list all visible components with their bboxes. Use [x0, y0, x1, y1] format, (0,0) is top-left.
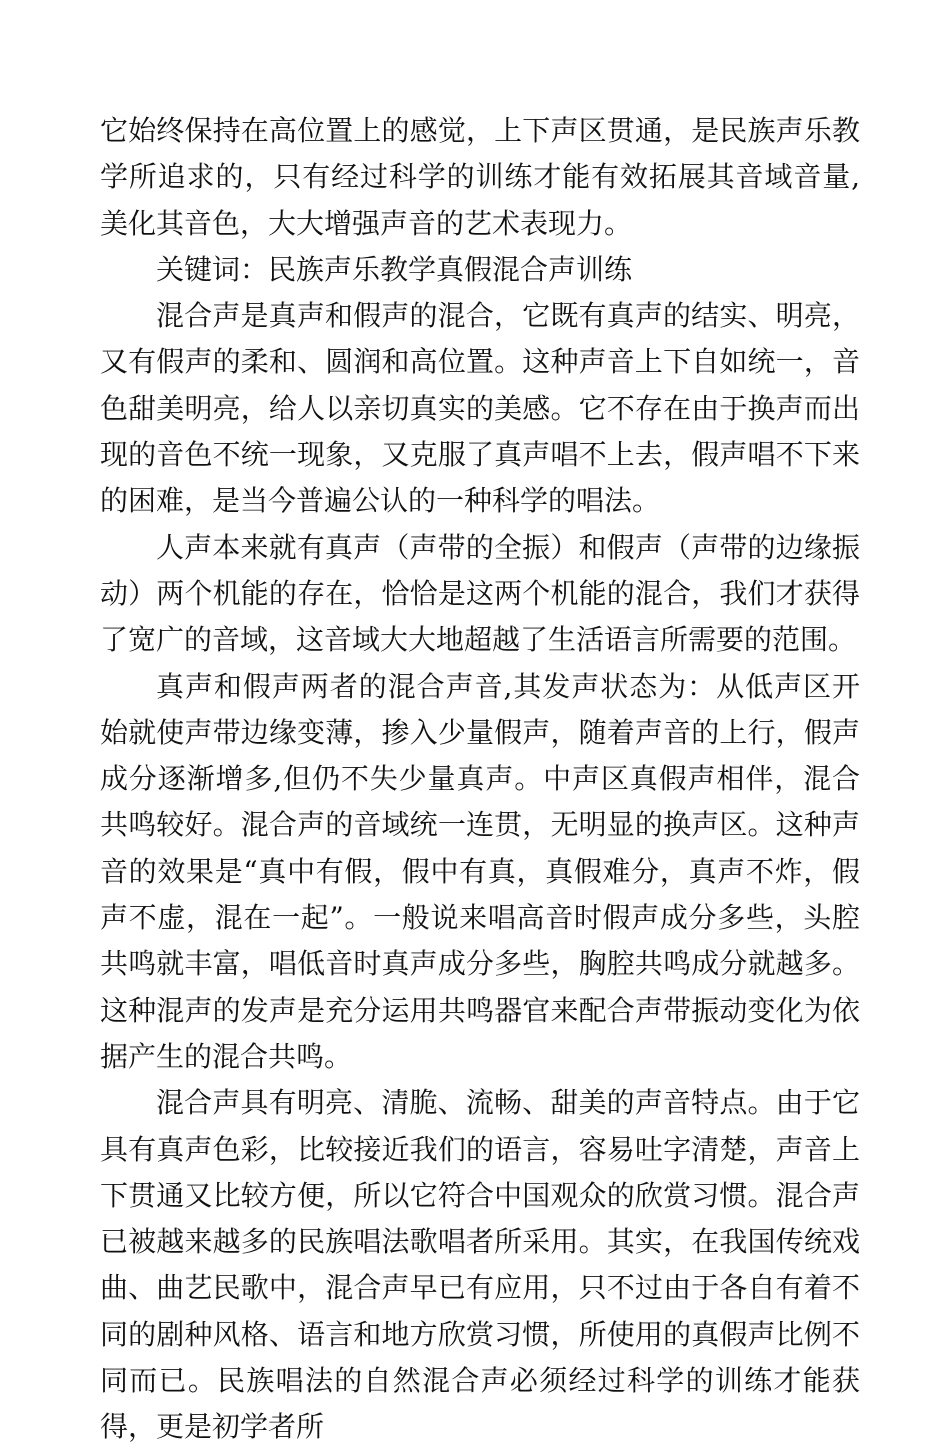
paragraph-mixed-voice-definition: 混合声是真声和假声的混合，它既有真声的结实、明亮，又有假声的柔和、圆润和高位置。这种声音上下自如统一，音色甜美明亮，给人以亲切真实的美感。它不存在由于换声而出现的音色不统一现象，又克服了真声唱不上去，假声唱不下来的困难，是当今普遍公认的一种科学的唱法。	[100, 299, 860, 518]
paragraph-intro-continuation: 它始终保持在高位置上的感觉，上下声区贯通，是民族声乐教学所追求的，只有经过科学的训练才能有效拓展其音域音量,美化其音色，大大增强声音的艺术表现力。	[100, 114, 860, 240]
paragraph-voice-mechanisms: 人声本来就有真声（声带的全振）和假声（声带的边缘振动）两个机能的存在，恰恰是这两个机能的混合，我们才获得了宽广的音域，这音域大大地超越了生活语言所需要的范围。	[100, 530, 860, 657]
document-page	[100, 108, 860, 1451]
paragraph-keywords: 关键词：民族声乐教学真假混合声训练	[156, 252, 633, 286]
paragraph-mixed-voice-features: 混合声具有明亮、清脆、流畅、甜美的声音特点。由于它具有真声色彩，比较接近我们的语言，容易吐字清楚，声音上下贯通又比较方便，所以它符合中国观众的欣赏习惯。混合声已被越来越多的民族唱法歌唱者所采用。其实，在我国传统戏曲、曲艺民歌中，混合声早已有应用，只不过由于各自有着不同的剧种风格、语言和地方欣赏习惯，所使用的真假声比例不同而已。民族唱法的自然混合声必须经过科学的训练才能获得，更是初学者所	[100, 1086, 860, 1444]
paragraph-vocal-state: 真声和假声两者的混合声音,其发声状态为：从低声区开始就使声带边缘变薄，掺入少量假声，随着声音的上行，假声成分逐渐增多,但仍不失少量真声。中声区真假声相伴，混合共鸣较好。混合声的音域统一连贯，无明显的换声区。这种声音的效果是“真中有假，假中有真，真假难分，真声不炸，假声不虚，混在一起”。一般说来唱高音时假声成分多些，头腔共鸣就丰富，唱低音时真声成分多些，胸腔共鸣成分就越多。这种混声的发声是充分运用共鸣器官来配合声带振动变化为依据产生的混合共鸣。	[100, 669, 860, 1073]
